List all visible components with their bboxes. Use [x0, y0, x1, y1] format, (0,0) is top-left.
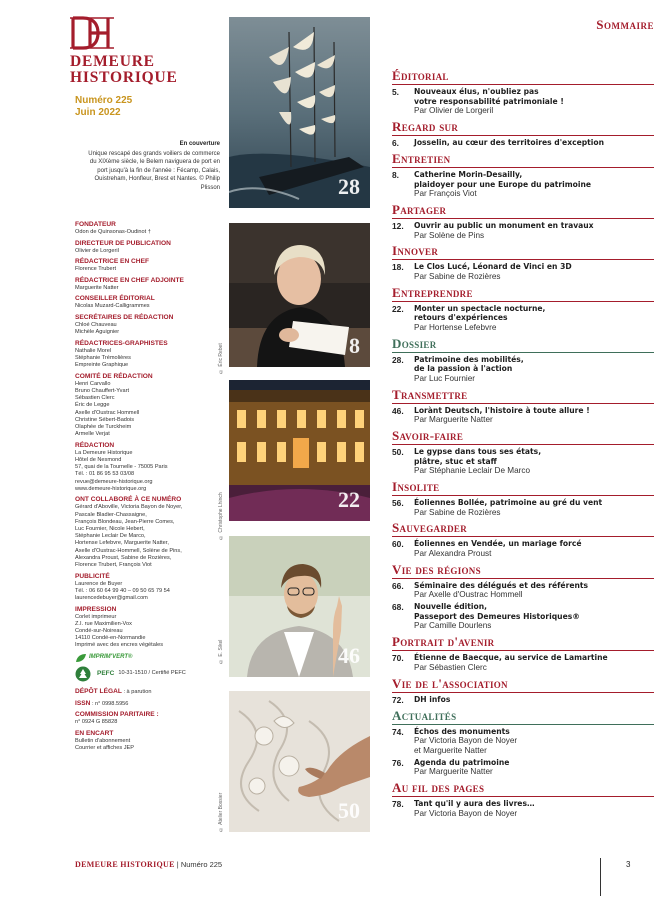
toc-page-number: 56.: [392, 498, 404, 509]
toc-section-title: Insolite: [392, 480, 654, 496]
toc-entry-title: Éoliennes Bollée, patrimoine au gré du vent: [414, 498, 603, 508]
toc-page-number: 76.: [392, 757, 404, 768]
masthead-section: [75, 711, 227, 726]
masthead-text: Odon de Quinsonas-Oudinot †: [75, 229, 151, 235]
toc-entry-title: Ouvrir au public un monument en travaux: [414, 220, 594, 230]
masthead-heading: EN ENCART: [75, 729, 114, 737]
toc-page-number: 6.: [392, 137, 399, 148]
toc-entry[interactable]: [392, 221, 654, 240]
toc-page-number: 78.: [392, 799, 404, 810]
photo-catherine-morin-desailly: [229, 223, 370, 367]
toc-entry-title: Étienne de Baecque, au service de Lamartine: [414, 653, 608, 663]
toc-page-number: 70.: [392, 653, 404, 664]
masthead-text: Corlet imprimeur Z.I. rue Maximilien-Vox Condé-sur-Noireau 14110 Condé-en-Normandie Imprimé avec des encres végétales: [75, 613, 163, 649]
toc-entry[interactable]: [392, 653, 654, 672]
toc-section-title: Dossier: [392, 337, 654, 353]
masthead-heading: ISSN: [75, 699, 91, 707]
photo-plaster-stucco: [229, 691, 370, 832]
masthead-section: [75, 221, 227, 236]
photo-credit: © Éric Rebet: [218, 343, 224, 374]
issue-number: Numéro 225: [75, 95, 133, 106]
photo-credit: © E. Sikel: [218, 639, 224, 664]
toc-entry-title: DH infos: [414, 694, 451, 704]
toc-page-number: 50.: [392, 447, 404, 458]
toc-page-number: 22.: [392, 303, 404, 314]
cover-text: Unique rescapé des grands voiliers de commerce du XIXème siècle, le Belem naviguera de port en port jusqu'à la fin de l'année : Fécamp, Calais, Ouistreham, Honfleur, Brest et Nantes.: [88, 150, 220, 182]
masthead-heading: DIRECTEUR DE PUBLICATION: [75, 239, 171, 247]
toc-section-title: Innover: [392, 244, 654, 260]
brand-name-line1: DEMEURE: [70, 53, 155, 70]
masthead-section: [75, 688, 227, 696]
toc-section: [392, 480, 654, 517]
toc-section-title: Regard sur: [392, 120, 654, 136]
toc-section: [392, 677, 654, 705]
masthead-heading: DÉPÔT LÉGAL: [75, 688, 122, 696]
masthead-section: [75, 573, 227, 603]
photo-credit: © Atelier Bossier: [218, 792, 224, 832]
cover-title: En couverture: [179, 141, 220, 147]
imprimvert-logo: [75, 653, 227, 663]
photo-lorant-deutsch: [229, 536, 370, 677]
toc-section-title: Vie de l'association: [392, 677, 654, 693]
masthead-text: La Demeure Historique Hôtel de Nesmond 57, quai de la Tournelle - 75005 Paris Tél. : 01 86 95 53 03/08 revue@demeure-historique.org www.demeure-historique.org: [75, 449, 168, 492]
masthead-heading: RÉDACTRICE EN CHEF ADJOINTE: [75, 276, 184, 284]
toc-entry-author: Par Marguerite Natter: [414, 415, 493, 425]
toc-entry[interactable]: [392, 727, 654, 756]
toc-entry[interactable]: [392, 87, 654, 116]
toc-section: [392, 69, 654, 116]
toc-entry-title: Nouvelle édition, Passeport des Demeures Historiques®: [414, 602, 580, 621]
toc-page-number: 72.: [392, 694, 404, 705]
toc-section-title: Éditorial: [392, 69, 654, 85]
toc-entry[interactable]: [392, 799, 654, 818]
masthead-section: [75, 606, 227, 650]
toc-entry-title: Nouveaux élus, n'oubliez pas votre responsabilité patrimoniale !: [414, 87, 564, 106]
toc-entry[interactable]: [392, 758, 654, 777]
masthead-heading: SECRÉTAIRES DE RÉDACTION: [75, 313, 174, 321]
masthead-section: [75, 295, 227, 310]
toc-page-number: 66.: [392, 580, 404, 591]
toc-entry[interactable]: [392, 262, 654, 281]
pefc-label: PEFC: [97, 670, 115, 678]
photo-credit: © Christophe Lhinch: [218, 492, 224, 540]
toc-entry[interactable]: [392, 602, 654, 631]
masthead-heading: RÉDACTRICE EN CHEF: [75, 258, 149, 266]
toc-entry-author: Par Sabine de Rozières: [414, 507, 501, 517]
toc-page-number: 5.: [392, 87, 399, 97]
toc-page-number: 28.: [392, 354, 404, 365]
masthead-text: Olivier de Lorgeril: [75, 247, 119, 254]
toc-section-title: Savoir-faire: [392, 429, 654, 445]
masthead-heading: FONDATEUR: [75, 221, 116, 228]
masthead-section: [75, 700, 227, 708]
masthead-text: Marguerite Natter: [75, 284, 119, 291]
toc-section: [392, 429, 654, 476]
toc-entry[interactable]: [392, 406, 654, 425]
toc-entry-author: Par Stéphanie Leclair De Marco: [414, 466, 531, 476]
footer-divider: [600, 858, 601, 896]
toc-page-number: 68.: [392, 602, 404, 613]
masthead-section: [75, 258, 227, 273]
pefc-tree-icon: [75, 666, 95, 682]
issue-date: Juin 2022: [75, 107, 121, 118]
toc-entry-author: Par Camille Dourlens: [414, 621, 492, 631]
photo-page-number: 50: [338, 798, 360, 823]
toc-page-number: 8.: [392, 169, 399, 180]
masthead-text: Nicolas Muzard-Calligrammes: [75, 303, 150, 310]
masthead-text: Laurence de Buyer Tél. : 06 60 64 99 40 – 09 50 65 79 54 laurencedebuyer@gmail.com: [75, 580, 170, 602]
toc-entry[interactable]: [392, 355, 654, 384]
masthead-section: [75, 442, 227, 493]
toc-section: [392, 521, 654, 558]
pefc-text: 10-31-1510 / Certifié PEFC: [118, 670, 186, 677]
logo: [70, 16, 220, 86]
toc-entry-title: Séminaire des délégués et des référents: [414, 580, 589, 590]
toc-section-title: Entretien: [392, 152, 654, 168]
sommaire-heading: Sommaire: [596, 17, 654, 32]
toc-entry-title: Catherine Morin-Desailly, plaidoyer pour une Europe du patrimoine: [414, 169, 592, 189]
masthead-section: [75, 373, 227, 439]
toc-entry[interactable]: [392, 304, 654, 333]
cover-note: [84, 140, 220, 192]
toc-section-title: Vie des régions: [392, 563, 654, 579]
masthead-section: [75, 314, 227, 336]
masthead-heading: IMPRESSION: [75, 605, 117, 613]
toc-page-number: 74.: [392, 726, 404, 737]
toc-entry[interactable]: [392, 170, 654, 199]
toc-entry-author: Par Olivier de Lorgeril: [414, 106, 494, 116]
toc-entry[interactable]: [392, 138, 654, 148]
toc-section-title: Entreprendre: [392, 286, 654, 302]
photo-page-number: 8: [349, 333, 360, 358]
masthead-section: [75, 496, 227, 569]
toc-entry-title: Lorànt Deutsch, l'histoire à toute allure !: [414, 405, 590, 415]
toc-entry-author: Par Victoria Bayon de Noyer et Marguerite Natter: [414, 736, 518, 756]
masthead: [75, 221, 227, 756]
masthead-text: Florence Trubert: [75, 266, 117, 273]
toc-entry-author: Par Sabine de Rozières: [414, 271, 501, 281]
masthead-heading: ONT COLLABORÉ À CE NUMÉRO: [75, 496, 182, 504]
toc-entry-title: Le Clos Lucé, Léonard de Vinci en 3D: [414, 262, 572, 272]
masthead-section: [75, 240, 227, 255]
footer-brand: DEMEURE HISTORIQUE: [75, 860, 175, 869]
masthead-heading: RÉDACTRICES-GRAPHISTES: [75, 339, 168, 347]
masthead-section: [75, 730, 227, 752]
toc-entry-title: Échos des monuments: [414, 726, 510, 736]
toc-section: [392, 635, 654, 672]
toc-entry-title: Agenda du patrimoine: [414, 757, 510, 767]
masthead-text: Henri Carvallo Bruno Chauffert-Yvart Sébastien Clerc Éric de Legge Axelle d'Oustrac Hommell Christine Sébert-Badois Olaphée de Turckheim Armelle Verjat: [75, 380, 140, 438]
toc-section: [392, 244, 654, 281]
toc-section: [392, 286, 654, 333]
page-footer: [75, 860, 222, 869]
brand-name-line2: HISTORIQUE: [70, 69, 178, 86]
toc-entry-author: Par Luc Fournier: [414, 373, 475, 383]
toc-section: [392, 337, 654, 384]
toc-entry-author: Par Solène de Pins: [414, 230, 485, 240]
masthead-text: Chloé Chauveau Michèle Aguignier: [75, 321, 120, 336]
table-of-contents: [392, 69, 654, 823]
footer-issue: | Numéro 225: [174, 860, 223, 869]
toc-section-title: Sauvegarder: [392, 521, 654, 537]
masthead-heading: RÉDACTION: [75, 441, 115, 449]
photo-page-number: 22: [338, 487, 360, 512]
pefc-row: [75, 666, 227, 682]
masthead-heading: CONSEILLER ÉDITORIAL: [75, 295, 155, 303]
photo-page-number: 46: [338, 643, 360, 668]
toc-section: [392, 563, 654, 631]
issue-info: [75, 95, 132, 119]
photo-belem-ship: [229, 17, 370, 208]
toc-entry-author: Par Marguerite Natter: [414, 767, 493, 777]
toc-section-title: Au fil des pages: [392, 781, 654, 797]
toc-section: [392, 709, 654, 778]
toc-entry-author: Par Alexandra Proust: [414, 549, 492, 559]
toc-section: [392, 120, 654, 148]
toc-entry-title: Josselin, au cœur des territoires d'exception: [414, 137, 605, 147]
toc-section-title: Transmettre: [392, 388, 654, 404]
toc-page-number: 46.: [392, 405, 404, 416]
toc-entry-author: Par Hortense Lefebvre: [414, 322, 497, 332]
leaf-icon: [75, 653, 87, 663]
masthead-heading: PUBLICITÉ: [75, 572, 110, 580]
masthead-section: [75, 277, 227, 292]
masthead-text: : n° 0998.5956: [90, 700, 129, 707]
toc-page-number: 60.: [392, 539, 404, 550]
toc-entry-author: Par Axelle d'Oustrac Hommell: [414, 590, 523, 600]
toc-entry-title: Monter un spectacle nocturne, retours d'expériences: [414, 303, 546, 323]
page-number: 3: [626, 860, 631, 869]
dh-monogram-icon: [70, 16, 116, 50]
toc-entry[interactable]: [392, 498, 654, 517]
toc-entry[interactable]: [392, 695, 654, 705]
toc-section: [392, 781, 654, 818]
photo-page-number: 28: [338, 174, 360, 199]
masthead-text: n° 0924 G 85828: [75, 719, 118, 726]
masthead-text: Nathalie Morel Stéphanie Trémolières Empreinte Graphique: [75, 347, 131, 369]
toc-section-title: Partager: [392, 203, 654, 219]
toc-section: [392, 388, 654, 425]
toc-section: [392, 152, 654, 199]
toc-entry-author: Par Victoria Bayon de Noyer: [414, 808, 518, 818]
masthead-text: Gérard d'Aboville, Victoria Bayon de Noyer, Pascale Bladier-Chassaigne, François Blondeau, Jean-Pierre Comes, Luc Fournier, Nicole Hebert, Stéphanie Leclair De Marco, Hortense Lefebvre, Marguerite Natter, Axelle d'Oustrac-Hommell, Solène de Pins, Alexandra Proust, Sabine de Rozières, Florence Trubert, François Viot: [75, 504, 183, 569]
toc-entry[interactable]: [392, 447, 654, 476]
cover-credit: © Philip Plisson: [199, 176, 220, 191]
toc-entry-title: Tant qu'il y aura des livres…: [414, 799, 535, 809]
toc-entry[interactable]: [392, 539, 654, 558]
toc-section-title: Actualités: [392, 709, 654, 725]
masthead-text: Bulletin d'abonnement Courrier et affiches JEP: [75, 737, 134, 751]
masthead-heading: COMMISSION PARITAIRE :: [75, 711, 159, 719]
toc-section: [392, 203, 654, 240]
toc-entry-title: Patrimoine des mobilités, de la passion à l'action: [414, 354, 524, 374]
toc-entry-title: Éoliennes en Vendée, un mariage forcé: [414, 539, 582, 549]
masthead-section: [75, 340, 227, 370]
toc-entry-title: Le gypse dans tous ses états, plâtre, stuc et staff: [414, 447, 542, 466]
masthead-text: : à parution: [121, 689, 152, 696]
photo-night-chateau: [229, 380, 370, 521]
toc-page-number: 18.: [392, 262, 404, 273]
toc-entry[interactable]: [392, 581, 654, 600]
toc-section-title: Portrait d'avenir: [392, 635, 654, 651]
toc-entry-author: Par Sébastien Clerc: [414, 662, 487, 672]
toc-entry-author: Par François Viot: [414, 189, 477, 199]
imprimvert-label: IMPRIM'VERT®: [89, 654, 133, 661]
toc-page-number: 12.: [392, 220, 404, 231]
masthead-heading: COMITÉ DE RÉDACTION: [75, 372, 153, 380]
